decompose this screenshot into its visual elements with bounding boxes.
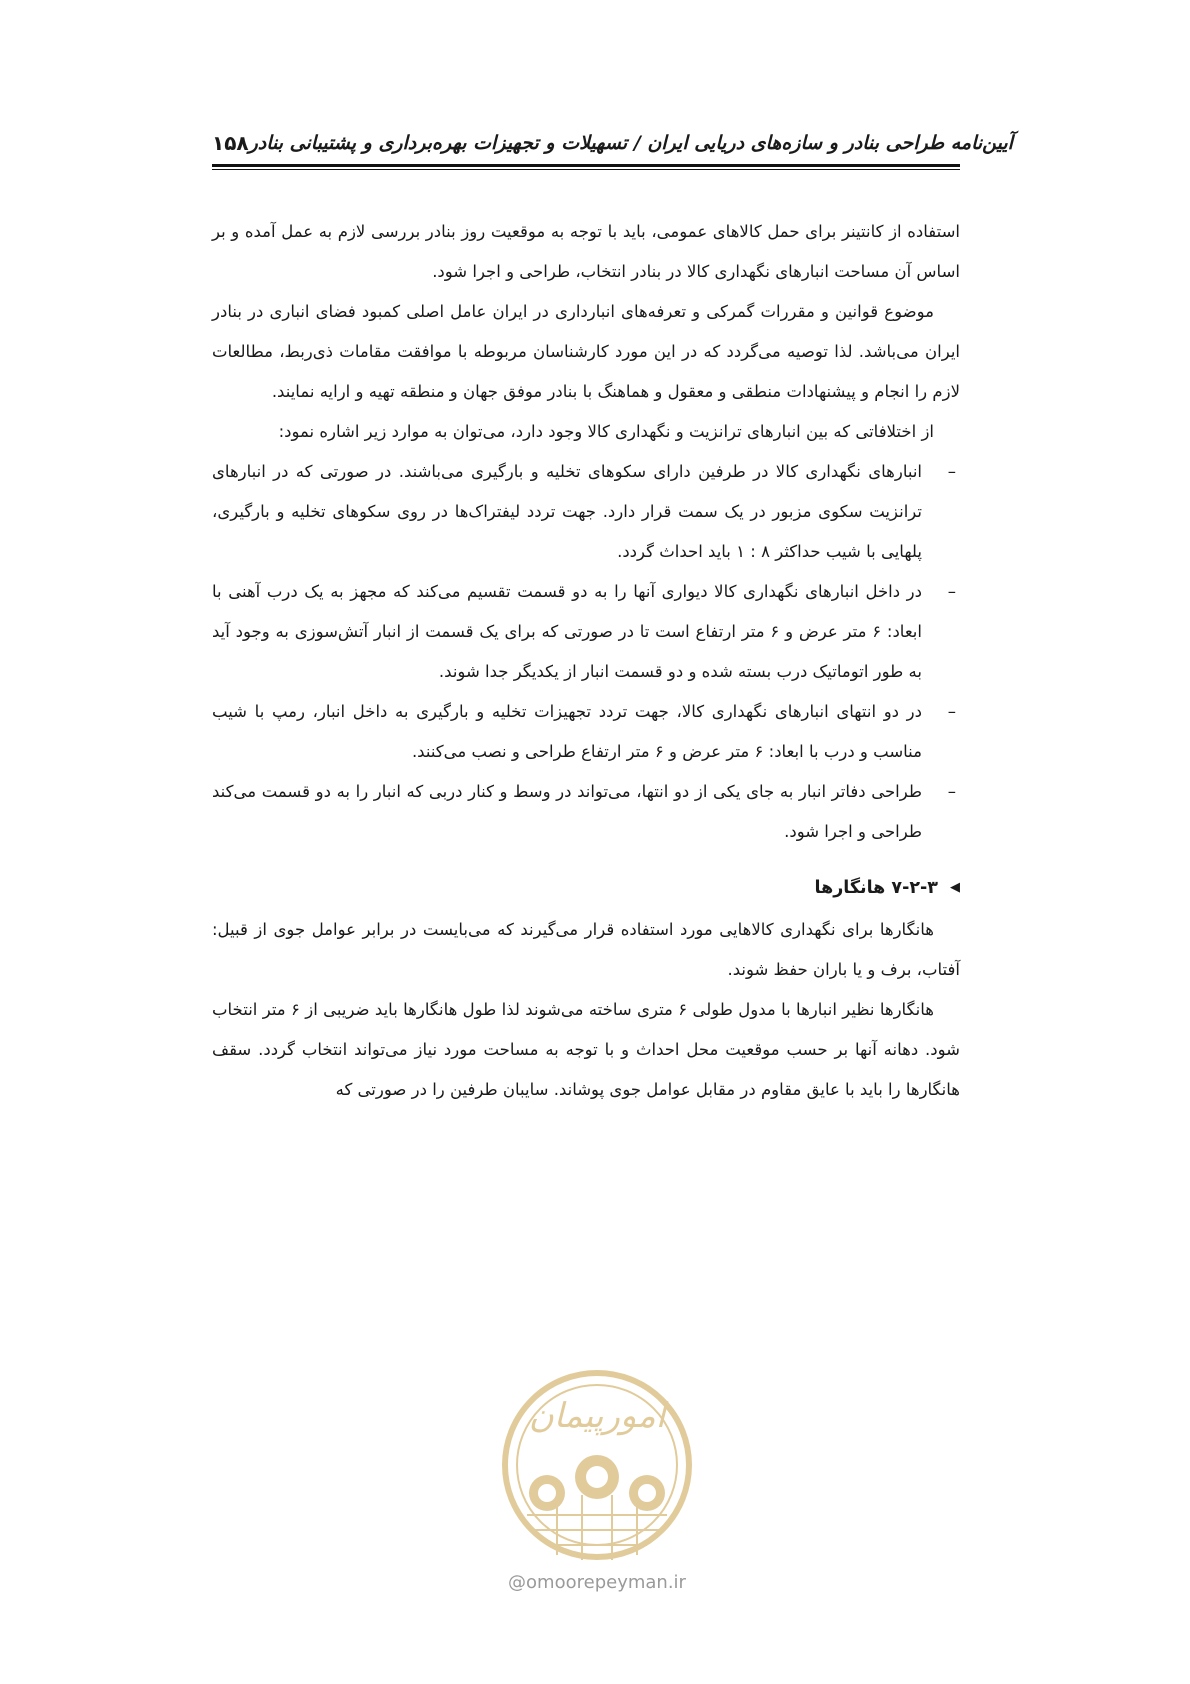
list-item-text: انبارهای نگهداری کالا در طرفین دارای سکوهای تخلیه و بارگیری می‌باشند. در صورتی که در انبارهای ترانزیت سکوی مزبور در یک سمت قرار دارد. جهت تردد لیفتراک‌ها در روی سکوهای تخلیه و بارگیری، پلهایی با شیب حداکثر ۸ : ۱ باید احداث گردد.: [212, 462, 922, 561]
page-body: [212, 212, 960, 1110]
list-item: [212, 692, 960, 772]
list-item-text: در داخل انبارهای نگهداری کالا دیواری آنها را به دو قسمت تقسیم می‌کند که مجهز به یک درب آهنی با ابعاد: ۶ متر عرض و ۶ متر ارتفاع است تا در صورتی که برای یک قسمت از انبار آتش‌سوزی به وجود آید به طور اتوماتیک درب بسته شده و دو قسمت انبار از یکدیگر جدا شوند.: [212, 582, 922, 681]
list-item: [212, 572, 960, 692]
bullet-list: [212, 452, 960, 852]
dash-bullet-icon: –: [947, 702, 956, 721]
list-intro-paragraph: از اختلافاتی که بین انبارهای ترانزیت و نگهداری کالا وجود دارد، می‌توان به موارد زیر اشاره نمود:: [278, 422, 934, 441]
header-rule-thin: [212, 169, 960, 170]
dash-bullet-icon: –: [947, 582, 956, 601]
list-item: [212, 772, 960, 852]
page-number: ۱۵۸: [212, 131, 249, 155]
header-rule-thick: [212, 164, 960, 167]
body-paragraph: هانگارها برای نگهداری کالاهایی مورد استفاده قرار می‌گیرند که می‌بایست در برابر عوامل جوی از قبیل: آفتاب، برف و یا باران حفظ شوند.: [212, 920, 960, 979]
list-item-text: در دو انتهای انبارهای نگهداری کالا، جهت تردد تجهیزات تخلیه و بارگیری به داخل انبار، رمپ با شیب مناسب و درب با ابعاد: ۶ متر عرض و ۶ متر ارتفاع طراحی و نصب می‌کنند.: [212, 702, 922, 761]
list-item-text: طراحی دفاتر انبار به جای یکی از دو انتها، می‌تواند در وسط و کنار دربی که انبار را به دو قسمت می‌کند طراحی و اجرا شود.: [212, 782, 922, 841]
body-paragraph: موضوع قوانین و مقررات گمرکی و تعرفه‌های انبارداری در ایران عامل اصلی کمبود فضای انباری در بنادر ایران می‌باشد. لذا توصیه می‌گردد که در این مورد کارشناسان مربوطه با موافقت مقامات ذی‌ربط، مطالعات لازم را انجام و پیشنهادات منطقی و معقول و هماهنگ با بنادر موفق جهان و منطقه تهیه و ارایه نمایند.: [212, 302, 960, 401]
triangle-marker-icon: ◀: [950, 880, 960, 895]
watermark-logo-icon: [487, 1365, 707, 1570]
watermark-logo-text: امورپیمان: [528, 1396, 666, 1436]
list-item: [212, 452, 960, 572]
body-paragraph: استفاده از کانتینر برای حمل کالاهای عمومی، باید با توجه به موقعیت روز بنادر بررسی لازم به عمل آمده و بر اساس آن مساحت انبارهای نگهداری کالا در بنادر انتخاب، طراحی و اجرا شود.: [212, 222, 960, 281]
section-heading-text: ۷-۲-۳ هانگارها: [814, 878, 938, 898]
running-title: آیین‌نامه طراحی بنادر و سازه‌های دریایی ایران / تسهیلات و تجهیزات بهره‌برداری و پشتیبانی بنادر: [248, 132, 1013, 154]
page-header: [212, 128, 1013, 158]
dash-bullet-icon: –: [947, 782, 956, 801]
watermark-url: @omoorepeyman.ir: [508, 1572, 686, 1593]
body-paragraph: هانگارها نظیر انبارها با مدول طولی ۶ متری ساخته می‌شوند لذا طول هانگارها باید ضریبی از ۶ متر انتخاب شود. دهانه آنها بر حسب موقعیت محل احداث و با توجه به مساحت مورد نیاز می‌تواند انتخاب گردد. سقف هانگارها را باید با عایق مقاوم در مقابل عوامل جوی پوشاند. سایبان طرفین را در صورتی که: [212, 1000, 960, 1099]
section-heading: [212, 868, 960, 908]
dash-bullet-icon: –: [947, 462, 956, 481]
